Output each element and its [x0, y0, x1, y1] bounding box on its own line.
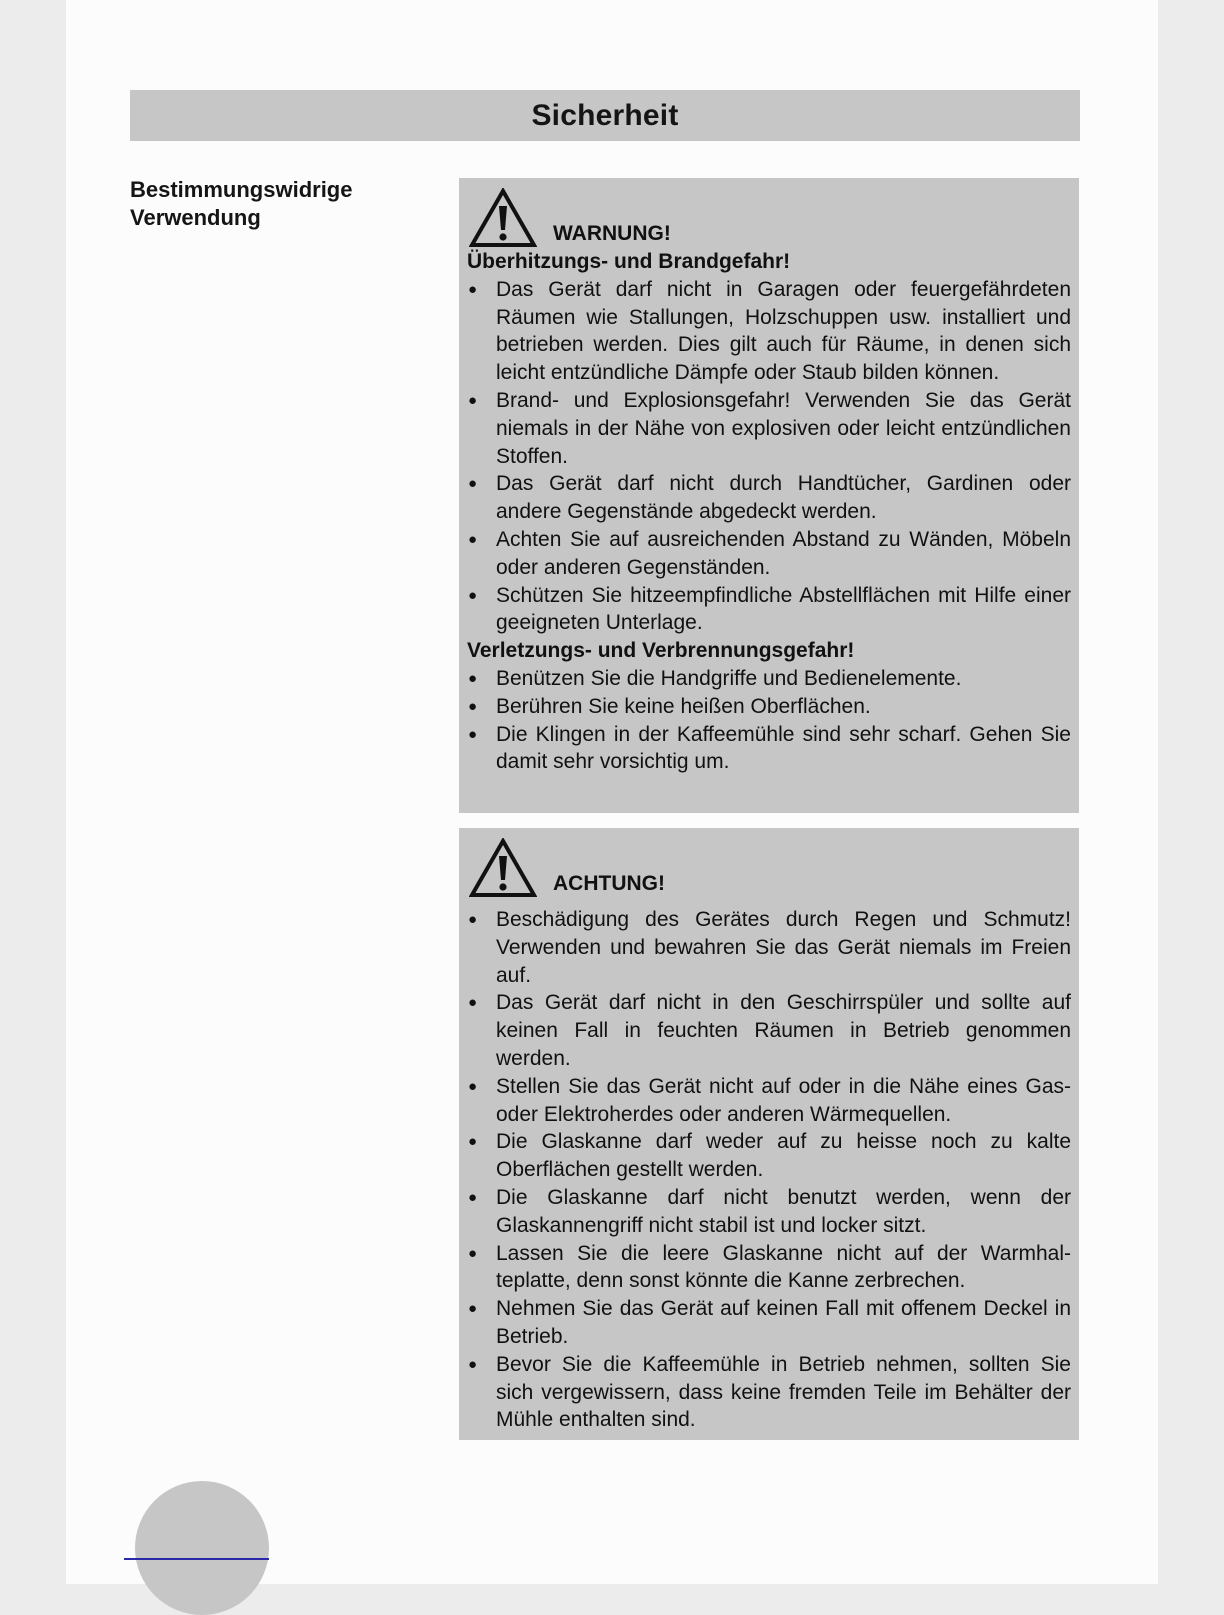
warning-section1-title: Überhitzungs- und Brandgefahr! — [467, 250, 791, 273]
list-item: ● Das Gerät darf nicht in den Geschirrspüler und sollte auf keinen Fall in feuchten Räumen in Betrieb genommen werden. — [467, 989, 1071, 1072]
list-item: ● Bevor Sie die Kaffeemühle in Betrieb nehmen, sollten Sie sich vergewissern, dass keine fremden Teile im Behälter der Mühle enthalten sind. — [467, 1351, 1071, 1434]
warning-triangle-icon — [469, 188, 537, 248]
warning-box-header — [467, 178, 1071, 248]
list-item: ● Achten Sie auf ausreichenden Abstand zu Wänden, Möbeln oder anderen Gegenständen. — [467, 526, 1071, 582]
warning-triangle-icon — [469, 838, 537, 898]
caution-box-header — [467, 828, 1071, 898]
warning-section2-title: Verletzungs- und Verbrennungsgefahr! — [467, 639, 855, 663]
section-heading-line2: Verwendung — [130, 205, 261, 230]
footer-line — [124, 1558, 269, 1560]
list-item: ● Lassen Sie die leere Glaskanne nicht auf der Warmhalteplatte, denn sonst könnte die Kanne zerbrechen. — [467, 1240, 1071, 1296]
list-item: ● Beschädigung des Gerätes durch Regen und Schmutz! Verwenden und bewahren Sie das Gerät niemals im Freien auf. — [467, 906, 1071, 989]
list-item: ● Nehmen Sie das Gerät auf keinen Fall mit offenem Deckel in Betrieb. — [467, 1295, 1071, 1351]
warning-signal-word: WARNUNG! — [553, 222, 671, 245]
caution-signal-word: ACHTUNG! — [553, 872, 665, 895]
list-item: ● Benützen Sie die Handgriffe und Bedienelemente. — [467, 665, 1071, 693]
warning-box — [459, 178, 1079, 813]
list-item: ● Das Gerät darf nicht durch Handtücher, Gardinen oder andere Gegenstände abgedeckt werden. — [467, 470, 1071, 526]
list-item: ● Das Gerät darf nicht in Garagen oder feuergefährdeten Räumen wie Stallungen, Holzschuppen usw. installiert und betrieben werden. Dies gilt auch für Räume, in denen sich leicht entzündliche Dämpfe oder Staub bilden können. — [467, 276, 1071, 387]
list-item: ● Brand- und Explosionsgefahr! Verwenden Sie das Gerät niemals in der Nähe von explosiven oder leicht entzündlichen Stoffen. — [467, 387, 1071, 470]
list-item: ● Schützen Sie hitzeempfindliche Abstellflächen mit Hilfe einer geeigneten Unterlage. — [467, 582, 1071, 638]
section-heading-line1: Bestimmungswidrige — [130, 177, 353, 202]
title-bar — [130, 90, 1080, 141]
warning-section1-list — [467, 276, 1071, 637]
list-item: ● Die Glaskanne darf nicht benutzt werden, wenn der Glaskannengriff nicht stabil ist und locker sitzt. — [467, 1184, 1071, 1240]
section-heading — [130, 176, 430, 232]
list-item: ● Die Klingen in der Kaffeemühle sind sehr scharf. Gehen Sie damit sehr vorsichtig um. — [467, 721, 1071, 777]
list-item: ● Berühren Sie keine heißen Oberflächen. — [467, 693, 1071, 721]
caution-list — [467, 906, 1071, 1434]
list-item: ● Die Glaskanne darf weder auf zu heisse noch zu kalte Oberflächen gestellt werden. — [467, 1128, 1071, 1184]
caution-box — [459, 828, 1079, 1440]
warning-section2-list — [467, 665, 1071, 776]
page-number-circle — [135, 1481, 269, 1615]
list-item: ● Stellen Sie das Gerät nicht auf oder in die Nähe eines Gas- oder Elektroherdes oder anderen Wärmequellen. — [467, 1073, 1071, 1129]
page-title: Sicherheit — [531, 98, 679, 132]
